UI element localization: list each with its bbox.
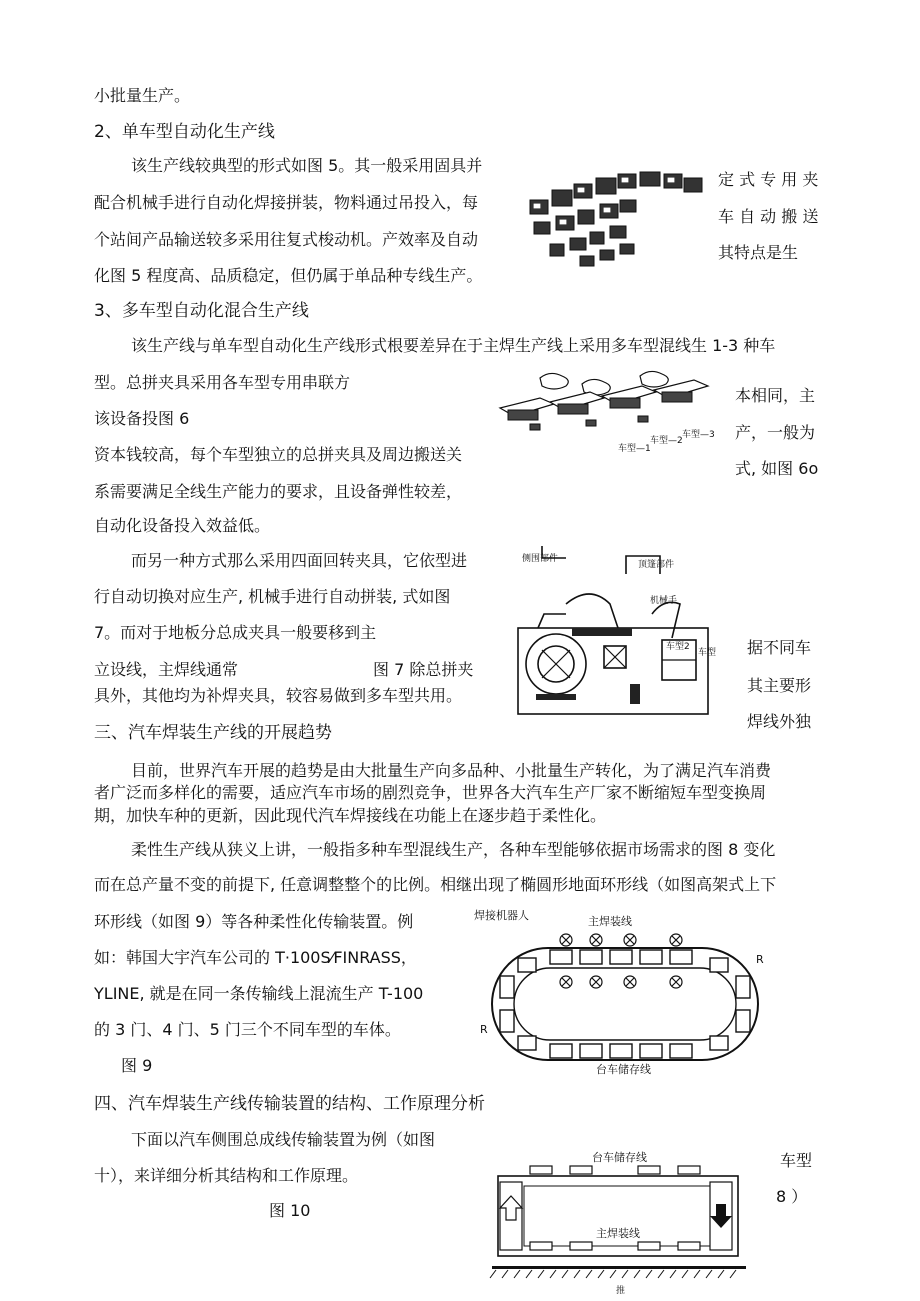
figure-7-rotating-fixture [512, 544, 717, 720]
text-line: YLINE, 就是在同一条传输线上混流生产 T-100 [94, 984, 424, 1003]
text-line: 而另一种方式那么采用四面回转夹具，它依型进 [131, 551, 468, 570]
side-text: 其特点是生 [718, 243, 799, 262]
text-line: 十），来详细分析其结构和工作原理。 [94, 1166, 359, 1185]
text-line: 而在总产量不变的前提下, 任意调整整个的比例。相继出现了椭圆形地面环形线（如图高架式上下 [94, 875, 777, 894]
figure-label: 台车储存线 [592, 1151, 647, 1164]
text-line: 立设线，主焊线通常 [94, 660, 239, 679]
figure-label: R [756, 953, 764, 966]
text-line: 具外，其他均为补焊夹具，较容易做到多车型共用。 [94, 686, 463, 705]
text-line: 小批量生产。 [94, 86, 191, 105]
text-line: 该生产线较典型的形式如图 5。其一般采用固具并 [131, 156, 483, 175]
text-line: 柔性生产线从狭义上讲，一般指多种车型混线生产，各种车型能够依据市场需求的图 8 变化 [131, 840, 776, 859]
text-line: 该设备投图 6 [94, 409, 190, 428]
text-line: 个站间产品输送较多采用往复式梭动机。产效率及自动 [94, 230, 479, 249]
figure-label: 车型—1 [618, 444, 651, 454]
side-text: 据不同车 [747, 638, 812, 657]
side-text: 焊线外独 [747, 712, 812, 731]
section-heading: 3、多车型自动化混合生产线 [94, 301, 309, 321]
text-line: 自动化设备投入效益低。 [94, 516, 271, 535]
text-line: 7。而对于地板分总成夹具一般要移到主 [94, 623, 377, 642]
side-text: 其主要形 [747, 676, 812, 695]
side-text: 产，一般为 [735, 423, 816, 442]
figure-caption: 图 9 [121, 1056, 153, 1075]
figure-label: R [480, 1023, 488, 1036]
text-line: 期，加快车种的更新，因此现代汽车焊接线在功能上在逐步趋于柔性化。 [94, 806, 607, 825]
figure-label: 主焊装线 [588, 915, 632, 928]
side-text: 车 自 动 搬 送 [718, 207, 819, 226]
text-line: 资本钱较高，每个车型独立的总拼夹具及周边搬送关 [94, 445, 463, 464]
figure-label: 车型2 [666, 642, 690, 652]
side-text: 本相同，主 [735, 386, 816, 405]
text-line: 配合机械手进行自动化焊接拼装，物料通过吊投入，每 [94, 193, 479, 212]
figure-caption: 图 7 除总拼夹 [373, 660, 474, 679]
side-text: 式, 如图 6o [735, 459, 819, 478]
figure-label: 侧围部件 [522, 554, 559, 564]
text-line: 环形线（如图 9）等各种柔性化传输装置。例 [94, 912, 414, 931]
side-text: 定 式 专 用 夹 [718, 170, 819, 189]
section-heading: 2、单车型自动化生产线 [94, 122, 275, 142]
figure-label: 机械手 [650, 596, 678, 606]
section-heading: 三、汽车焊装生产线的开展趋势 [94, 723, 332, 743]
text-line: 如：韩国大宇汽车公司的 T·100S⁄FINRASS， [94, 948, 417, 967]
figure-label: 焊接机器人 [474, 909, 529, 922]
text-line: 者广泛而多样化的需要，适应汽车市场的剧烈竞争，世界各大汽车生产厂家不断缩短车型变换周 [94, 783, 767, 802]
text-line: 系需要满足全线生产能力的要求，且设备弹性较差， [94, 482, 463, 501]
figure-label: 车型—2 [650, 436, 683, 446]
side-text: 8 ） [776, 1187, 808, 1206]
figure-9-loop-line [470, 906, 780, 1080]
text-line: 型。总拼夹具采用各车型专用串联方 [94, 373, 351, 392]
text-line: 该生产线与单车型自动化生产线形式根要差异在于主焊生产线上采用多车型混线生 1-3 种车 [131, 336, 776, 355]
figure-6-multi-model-line [490, 362, 722, 462]
text-line: 化图 5 程度高、品质稳定，但仍属于单品种专线生产。 [94, 266, 483, 285]
figure-caption: 图 10 [269, 1201, 311, 1220]
figure-10-transfer-device [488, 1146, 750, 1301]
figure-label: 推 [616, 1286, 626, 1296]
figure-label: 车型—3 [682, 430, 715, 440]
text-line: 的 3 门、4 门、5 门三个不同车型的车体。 [94, 1020, 401, 1039]
figure-label: 车型 [698, 648, 717, 658]
figure-label: 台车储存线 [596, 1063, 651, 1076]
section-heading: 四、汽车焊装生产线传输装置的结构、工作原理分析 [94, 1094, 485, 1114]
text-line: 目前，世界汽车开展的趋势是由大批量生产向多品种、小批量生产转化，为了满足汽车消费 [131, 761, 772, 780]
text-line: 下面以汽车侧围总成线传输装置为例（如图 [131, 1130, 436, 1149]
text-line: 行自动切换对应生产, 机械手进行自动拼装, 式如图 [94, 587, 451, 606]
figure-label: 主焊装线 [596, 1227, 640, 1240]
figure-label: 顶篷部件 [638, 560, 675, 570]
side-text: 车型 [780, 1151, 813, 1170]
figure-5-single-model-line [520, 160, 710, 272]
